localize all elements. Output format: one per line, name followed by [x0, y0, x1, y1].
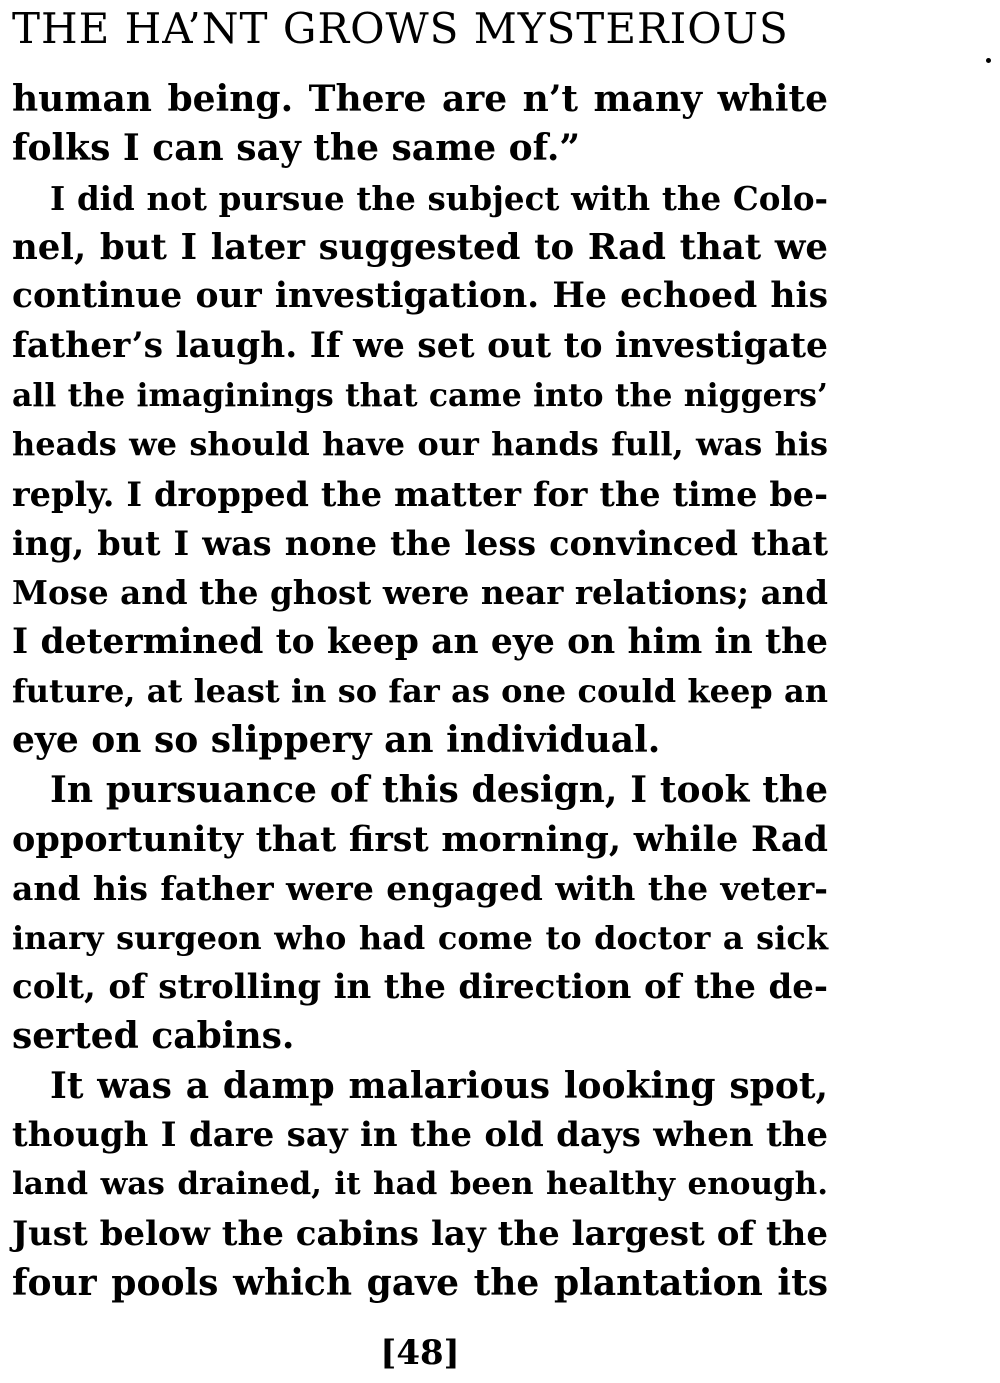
text-line: I did not pursue the subject with the Colo- — [50, 179, 828, 218]
text-line: future, at least in so far as one could keep an — [12, 672, 828, 710]
text-line: ing, but I was none the less convinced that — [12, 524, 828, 563]
text-line: human being. There are n’t many white — [12, 78, 828, 120]
text-line: eye on so slippery an individual. — [12, 719, 661, 761]
text-line: folks I can say the same of.” — [12, 127, 581, 169]
page-number: [48] — [380, 1333, 460, 1373]
text-line: reply. I dropped the matter for the time be- — [12, 475, 828, 514]
text-line: father’s laugh. If we set out to investigate — [12, 326, 828, 366]
text-line: nel, but I later suggested to Rad that we — [12, 227, 828, 268]
text-line: inary surgeon who had come to doctor a sick — [12, 919, 828, 957]
ink-speck — [986, 58, 991, 63]
text-line: Just below the cabins lay the largest of the — [12, 1214, 828, 1254]
text-line: Mose and the ghost were near relations; and — [12, 573, 828, 612]
text-line: though I dare say in the old days when the — [12, 1115, 828, 1155]
text-line: land was drained, it had been healthy enough. — [12, 1166, 828, 1202]
text-line: heads we should have our hands full, was his — [12, 425, 828, 463]
text-line: It was a damp malarious looking spot, — [50, 1065, 828, 1107]
text-line: colt, of strolling in the direction of the de- — [12, 967, 828, 1007]
text-line: serted cabins. — [12, 1015, 295, 1057]
text-line: continue our investigation. He echoed his — [12, 276, 828, 316]
text-line: and his father were engaged with the veter- — [12, 869, 828, 908]
text-line: In pursuance of this design, I took the — [50, 769, 828, 811]
text-line: four pools which gave the plantation its — [12, 1262, 828, 1304]
text-line: all the imaginings that came into the niggers’ — [12, 377, 828, 414]
running-header: THE HA’NT GROWS MYSTERIOUS — [12, 4, 789, 53]
text-line: opportunity that first morning, while Rad — [12, 819, 828, 860]
text-line: I determined to keep an eye on him in the — [12, 622, 828, 662]
